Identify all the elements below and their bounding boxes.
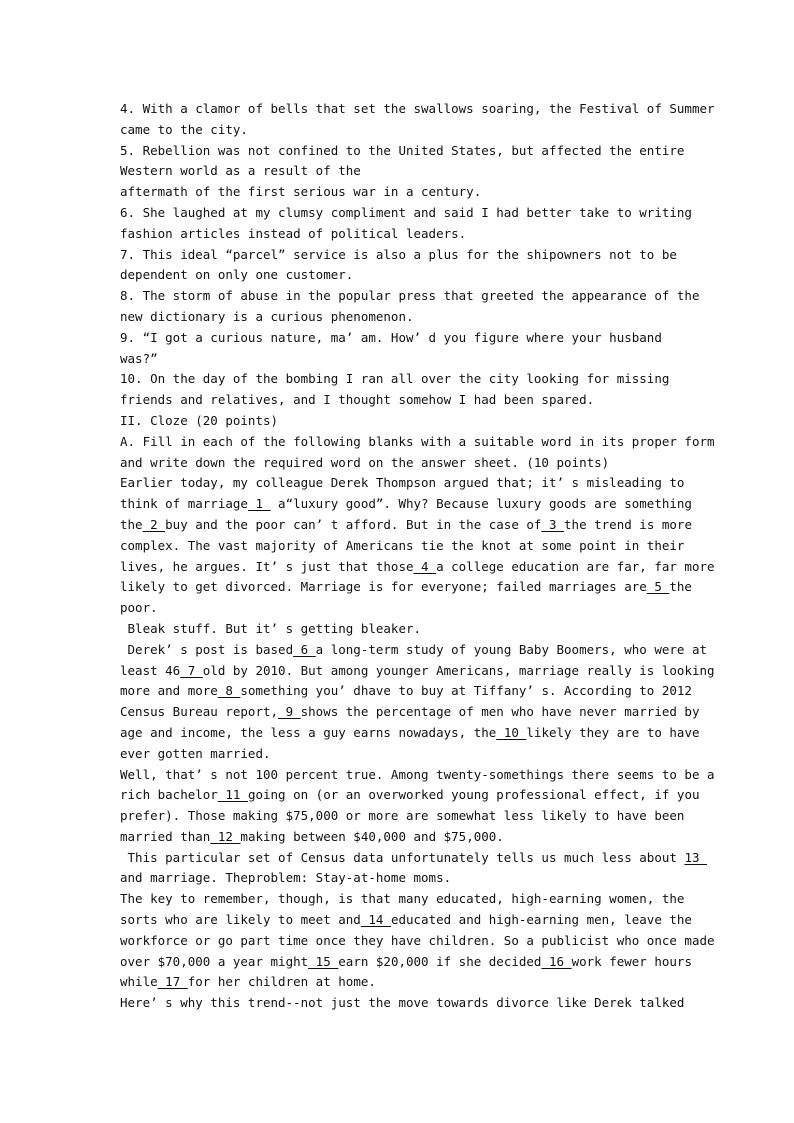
text-segment: sorts who are likely to meet and	[120, 912, 361, 928]
text-segment: think of marriage	[120, 496, 248, 512]
text-line	[120, 681, 692, 702]
text-segment: a long-term study of young Baby Boomers, who were at	[315, 641, 708, 657]
text-segment: work fewer hours	[571, 953, 692, 969]
text-segment: age and income, the less a guy earns nowadays, the	[120, 724, 497, 740]
cloze-blank: _10_	[496, 724, 527, 740]
text-segment: and marriage. Theproblem: Stay-at-home moms.	[120, 870, 452, 886]
text-line	[120, 349, 680, 370]
text-segment: dependent on only one customer.	[120, 267, 354, 283]
document-page	[120, 99, 715, 1014]
text-line	[120, 411, 680, 432]
text-segment: new dictionary is a curious phenomenon.	[120, 308, 414, 324]
text-segment: a college education are far, far more	[436, 558, 715, 574]
text-segment: the	[669, 579, 692, 595]
text-line	[120, 848, 708, 869]
text-line	[120, 473, 685, 494]
text-segment: 9. “I got a curious nature, ma’ am. How’ d you figure where your husband	[120, 329, 662, 345]
text-line	[120, 806, 685, 827]
text-segment: Census Bureau report,	[120, 704, 279, 720]
text-line	[120, 765, 715, 786]
text-segment: 8. The storm of abuse in the popular press that greeted the appearance of the	[120, 288, 700, 304]
text-segment: Here’ s why this trend--not just the move towards divorce like Derek talked	[120, 995, 685, 1011]
text-line	[120, 224, 680, 245]
text-segment: 4. With a clamor of bells that set the swallows soaring, the Festival of Summer	[120, 101, 715, 116]
text-segment: Earlier today, my colleague Derek Thompson argued that; it’ s misleading to	[120, 475, 685, 491]
cloze-blank: _6_	[293, 641, 316, 657]
text-line	[120, 494, 692, 515]
text-line	[120, 536, 685, 557]
text-line	[120, 598, 680, 619]
text-line	[120, 868, 680, 889]
text-segment: the trend is more	[564, 516, 692, 532]
text-segment: This particular set of Census data unfortunately tells us much less about	[120, 849, 685, 865]
text-line	[120, 889, 685, 910]
cloze-blank: _7_	[180, 662, 203, 678]
text-segment: 6. She laughed at my clumsy compliment and said I had better take to writing	[120, 204, 692, 220]
cloze-blank: _12_	[210, 828, 241, 844]
text-segment: friends and relatives, and I thought somehow I had been spared.	[120, 392, 595, 408]
text-line	[120, 432, 715, 453]
cloze-blank: _4_	[413, 558, 437, 574]
text-segment: more and more	[120, 683, 218, 699]
text-segment: likely to get divorced. Marriage is for everyone; failed marriages are	[120, 579, 647, 595]
text-line	[120, 702, 700, 723]
text-segment: came to the city.	[120, 121, 248, 137]
text-segment: buy and the poor can’ t afford. But in the case of	[165, 516, 542, 532]
text-line	[120, 785, 700, 806]
text-segment: complex. The vast majority of Americans tie the knot at some point in their	[120, 537, 685, 553]
text-segment: The key to remember, though, is that many educated, high-earning women, the	[120, 891, 685, 907]
text-segment: prefer). Those making $75,000 or more are somewhat less likely to have been	[120, 808, 685, 824]
cloze-blank: _3_	[541, 516, 565, 532]
text-line	[120, 203, 692, 224]
text-line	[120, 952, 692, 973]
cloze-blank: _5_	[646, 579, 670, 595]
text-line	[120, 661, 715, 682]
text-segment: rich bachelor	[120, 787, 218, 803]
text-segment: old by 2010. But among younger Americans, marriage really is looking	[202, 662, 715, 678]
text-segment: fashion articles instead of political leaders.	[120, 225, 467, 241]
text-segment: shows the percentage of men who have never married by	[300, 704, 700, 720]
text-line	[120, 245, 680, 266]
cloze-blank: _1_	[247, 496, 271, 512]
cloze-blank: _14_	[360, 912, 391, 928]
text-line	[120, 286, 700, 307]
text-segment: Derek’ s post is based	[120, 641, 294, 657]
cloze-blank: 13_	[684, 849, 708, 865]
text-line	[120, 265, 680, 286]
text-segment: likely they are to have	[526, 724, 700, 740]
text-segment: lives, he argues. It’ s just that those	[120, 558, 414, 574]
text-line	[120, 453, 680, 474]
text-line	[120, 993, 685, 1014]
text-segment: going on (or an overworked young professional effect, if you	[247, 787, 700, 803]
text-segment: ever gotten married.	[120, 745, 271, 761]
text-segment: earn $20,000 if she decided	[338, 953, 542, 969]
text-line	[120, 141, 685, 162]
text-segment: a“luxury good”. Why? Because luxury goods are something	[270, 496, 692, 512]
text-segment: 10. On the day of the bombing I ran all over the city looking for missing	[120, 371, 670, 387]
text-segment: 7. This ideal “parcel” service is also a plus for the shipowners not to be	[120, 246, 677, 262]
text-segment: over $70,000 a year might	[120, 953, 309, 969]
text-segment: making between $40,000 and $75,000.	[240, 828, 504, 844]
cloze-blank: _15_	[308, 953, 339, 969]
text-line	[120, 744, 680, 765]
text-segment: something you’ dhave to buy at Tiffany’ s. According to 2012	[240, 683, 692, 699]
text-line	[120, 369, 680, 390]
text-segment: while	[120, 974, 158, 990]
text-line	[120, 640, 708, 661]
text-segment: poor.	[120, 600, 158, 616]
text-segment: workforce or go part time once they have children. So a publicist who once made	[120, 932, 715, 948]
text-line	[120, 910, 692, 931]
text-line	[120, 577, 692, 598]
text-segment: and write down the required word on the answer sheet. (10 points)	[120, 454, 610, 470]
text-line	[120, 307, 680, 328]
text-segment: least 46	[120, 662, 181, 678]
text-segment: Well, that’ s not 100 percent true. Among twenty-somethings there seems to be a	[120, 766, 715, 782]
text-segment: married than	[120, 828, 211, 844]
text-line	[120, 120, 680, 141]
text-segment: for her children at home.	[187, 974, 376, 990]
cloze-blank: _11_	[217, 787, 248, 803]
text-segment: was?”	[120, 350, 158, 366]
text-segment: educated and high-earning men, leave the	[390, 912, 692, 928]
text-line	[120, 161, 680, 182]
text-segment: II. Cloze (20 points)	[120, 412, 279, 428]
text-line	[120, 619, 680, 640]
text-line	[120, 328, 680, 349]
text-line	[120, 182, 680, 203]
cloze-blank: _17_	[157, 974, 188, 990]
cloze-blank: _9_	[278, 704, 301, 720]
text-segment: the	[120, 516, 143, 532]
text-segment: Western world as a result of the	[120, 163, 361, 179]
cloze-blank: _8_	[217, 683, 241, 699]
text-line	[120, 515, 692, 536]
text-line	[120, 390, 680, 411]
text-segment: 5. Rebellion was not confined to the United States, but affected the entire	[120, 142, 685, 158]
text-line	[120, 723, 700, 744]
cloze-blank: _2_	[142, 516, 166, 532]
text-line	[120, 557, 715, 578]
cloze-blank: _16_	[541, 953, 572, 969]
text-segment: Bleak stuff. But it’ s getting bleaker.	[120, 620, 422, 636]
text-line	[120, 972, 680, 993]
text-line	[120, 931, 715, 952]
text-line	[120, 827, 680, 848]
text-line	[120, 99, 715, 120]
text-segment: aftermath of the first serious war in a century.	[120, 184, 482, 200]
text-segment: A. Fill in each of the following blanks with a suitable word in its proper form	[120, 433, 715, 449]
